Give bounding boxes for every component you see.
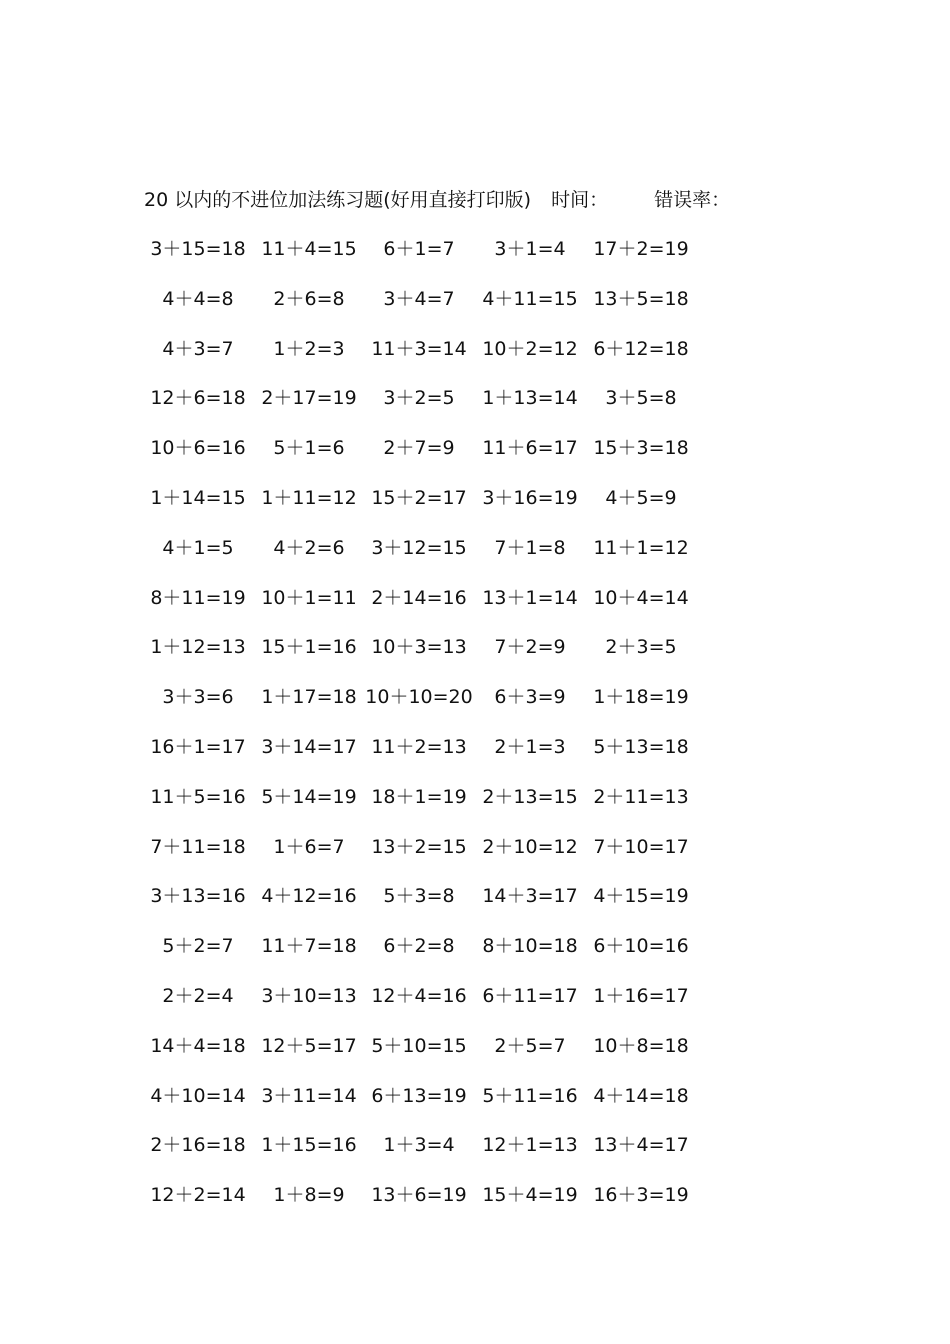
addition-problem: 4＋12=16 (261, 885, 357, 908)
addition-problem: 13＋5=18 (593, 287, 689, 310)
addition-problem: 1＋18=19 (593, 686, 689, 709)
addition-problem: 3＋1=4 (494, 238, 566, 260)
addition-problem: 10＋3=13 (371, 636, 467, 659)
time-label: 时间： (551, 189, 609, 211)
addition-problem: 4＋5=9 (605, 486, 677, 509)
problem-row (146, 383, 706, 433)
addition-problem: 6＋11=17 (482, 984, 578, 1007)
addition-problem: 1＋14=15 (150, 486, 246, 509)
problem-row (146, 533, 706, 583)
problem-row (146, 1031, 706, 1081)
addition-problem: 6＋3=9 (494, 686, 566, 709)
addition-problem: 7＋1=8 (494, 536, 566, 559)
addition-problem: 5＋3=8 (383, 885, 455, 908)
error-rate-label: 错误率： (654, 189, 731, 211)
addition-problem: 3＋4=7 (383, 287, 455, 310)
problem-row (146, 682, 706, 732)
addition-problem: 1＋15=16 (261, 1134, 357, 1157)
problem-row (146, 832, 706, 882)
addition-problem: 11＋2=13 (371, 735, 467, 758)
addition-problem: 10＋8=18 (593, 1034, 689, 1057)
addition-problem: 17＋2=19 (593, 238, 689, 260)
addition-problem: 10＋10=20 (365, 686, 473, 709)
addition-problem: 6＋1=7 (383, 238, 455, 260)
addition-problem: 6＋10=16 (593, 935, 689, 958)
addition-problem: 3＋16=19 (482, 486, 578, 509)
addition-problem: 4＋2=6 (273, 536, 345, 559)
problem-row (146, 782, 706, 832)
addition-problem: 6＋13=19 (371, 1084, 467, 1107)
addition-problem: 3＋15=18 (150, 238, 246, 260)
addition-problem: 7＋2=9 (494, 636, 566, 659)
problem-row (146, 732, 706, 782)
addition-problem: 10＋2=12 (482, 337, 578, 360)
problem-row (146, 1180, 706, 1230)
problem-row (146, 583, 706, 633)
addition-problem: 3＋10=13 (261, 984, 357, 1007)
addition-problem: 8＋10=18 (482, 935, 578, 958)
problem-row (146, 234, 706, 284)
addition-problem: 11＋3=14 (371, 337, 467, 360)
addition-problem: 2＋17=19 (261, 387, 357, 410)
addition-problem: 1＋3=4 (383, 1134, 455, 1157)
addition-problem: 2＋6=8 (273, 287, 345, 310)
addition-problem: 5＋1=6 (273, 437, 345, 460)
addition-problem: 11＋4=15 (261, 238, 357, 260)
problem-row (146, 1130, 706, 1180)
addition-problem: 7＋10=17 (593, 835, 689, 858)
addition-problem: 4＋3=7 (162, 337, 234, 360)
problem-row (146, 632, 706, 682)
addition-problem: 6＋2=8 (383, 935, 455, 958)
addition-problem: 4＋1=5 (162, 536, 234, 559)
addition-problem: 11＋7=18 (261, 935, 357, 958)
addition-problem: 12＋6=18 (150, 387, 246, 410)
addition-problem: 1＋2=3 (273, 337, 345, 360)
addition-problem: 5＋14=19 (261, 785, 357, 808)
addition-problem: 2＋7=9 (383, 437, 455, 460)
addition-problem: 7＋11=18 (150, 835, 246, 858)
addition-problem: 3＋13=16 (150, 885, 246, 908)
addition-problem: 13＋4=17 (593, 1134, 689, 1157)
addition-problem: 1＋12=13 (150, 636, 246, 659)
addition-problem: 12＋5=17 (261, 1034, 357, 1057)
addition-problem: 5＋11=16 (482, 1084, 578, 1107)
addition-problem: 1＋6=7 (273, 835, 345, 858)
addition-problem: 1＋17=18 (261, 686, 357, 709)
problem-row (146, 433, 706, 483)
addition-problem: 16＋3=19 (593, 1184, 689, 1207)
addition-problem: 10＋1=11 (261, 586, 357, 609)
addition-problem: 2＋11=13 (593, 785, 689, 808)
problem-row (146, 284, 706, 334)
problem-row (146, 483, 706, 533)
addition-problem: 5＋13=18 (593, 735, 689, 758)
worksheet-title: 20 以内的不进位加法练习题(好用直接打印版) (144, 189, 532, 211)
addition-problem: 4＋15=19 (593, 885, 689, 908)
addition-problem: 16＋1=17 (150, 735, 246, 758)
addition-problem: 12＋1=13 (482, 1134, 578, 1157)
addition-problem: 1＋16=17 (593, 984, 689, 1007)
problem-row (146, 981, 706, 1031)
problem-grid (146, 234, 706, 1230)
addition-problem: 4＋14=18 (593, 1084, 689, 1107)
addition-problem: 2＋2=4 (162, 984, 234, 1007)
addition-problem: 13＋6=19 (371, 1184, 467, 1207)
addition-problem: 14＋4=18 (150, 1034, 246, 1057)
addition-problem: 2＋3=5 (605, 636, 677, 659)
addition-problem: 1＋8=9 (273, 1184, 345, 1207)
addition-problem: 1＋11=12 (261, 486, 357, 509)
addition-problem: 2＋10=12 (482, 835, 578, 858)
addition-problem: 3＋12=15 (371, 536, 467, 559)
addition-problem: 3＋14=17 (261, 735, 357, 758)
addition-problem: 11＋5=16 (150, 785, 246, 808)
addition-problem: 4＋11=15 (482, 287, 578, 310)
addition-problem: 4＋4=8 (162, 287, 234, 310)
addition-problem: 2＋14=16 (371, 586, 467, 609)
problem-row (146, 931, 706, 981)
addition-problem: 11＋6=17 (482, 437, 578, 460)
addition-problem: 15＋4=19 (482, 1184, 578, 1207)
addition-problem: 2＋5=7 (494, 1034, 566, 1057)
addition-problem: 1＋13=14 (482, 387, 578, 410)
addition-problem: 12＋2=14 (150, 1184, 246, 1207)
problem-row (146, 334, 706, 384)
addition-problem: 4＋10=14 (150, 1084, 246, 1107)
problem-row (146, 881, 706, 931)
addition-problem: 15＋3=18 (593, 437, 689, 460)
addition-problem: 3＋3=6 (162, 686, 234, 709)
addition-problem: 15＋2=17 (371, 486, 467, 509)
addition-problem: 5＋2=7 (162, 935, 234, 958)
addition-problem: 3＋5=8 (605, 387, 677, 410)
addition-problem: 2＋13=15 (482, 785, 578, 808)
addition-problem: 13＋1=14 (482, 586, 578, 609)
addition-problem: 3＋2=5 (383, 387, 455, 410)
addition-problem: 2＋16=18 (150, 1134, 246, 1157)
addition-problem: 12＋4=16 (371, 984, 467, 1007)
addition-problem: 15＋1=16 (261, 636, 357, 659)
addition-problem: 18＋1=19 (371, 785, 467, 808)
addition-problem: 6＋12=18 (593, 337, 689, 360)
addition-problem: 10＋4=14 (593, 586, 689, 609)
addition-problem: 8＋11=19 (150, 586, 246, 609)
addition-problem: 2＋1=3 (494, 735, 566, 758)
addition-problem: 13＋2=15 (371, 835, 467, 858)
worksheet-header (144, 186, 730, 214)
addition-problem: 3＋11=14 (261, 1084, 357, 1107)
addition-problem: 5＋10=15 (371, 1034, 467, 1057)
addition-problem: 10＋6=16 (150, 437, 246, 460)
addition-problem: 11＋1=12 (593, 536, 689, 559)
problem-row (146, 1081, 706, 1131)
addition-problem: 14＋3=17 (482, 885, 578, 908)
